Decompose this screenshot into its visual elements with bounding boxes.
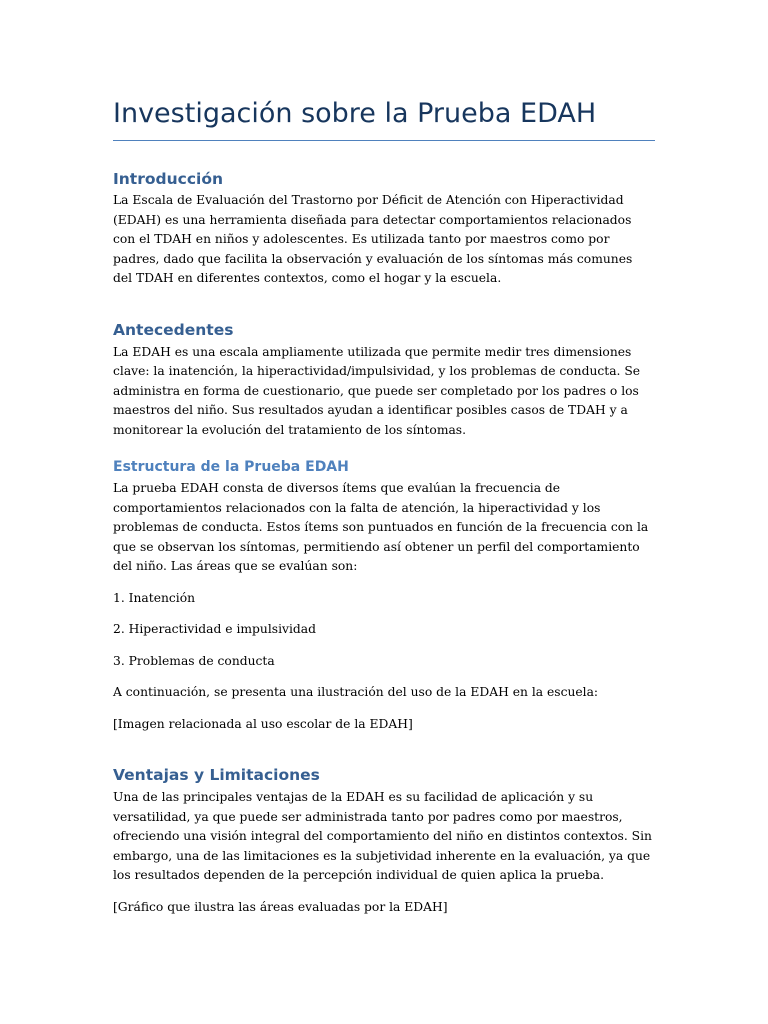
paragraph-estructura: La prueba EDAH consta de diversos ítems que evalúan la frecuencia de comportamientos relacionados con la falta de atención, la hiperactividad y los problemas de conducta. Estos ítems son puntuados en función de la frecuencia con la que se observan los síntomas, permitiendo así obtener un perfil del comportamiento del niño. Las áreas que se evalúan son: <box>113 481 649 573</box>
list-item-problemas-conducta: 3. Problemas de conducta <box>113 653 275 668</box>
list-item-hiperactividad: 2. Hiperactividad e impulsividad <box>113 622 316 636</box>
document-page <box>113 92 655 917</box>
image-placeholder-text: [Imagen relacionada al uso escolar de la EDAH] <box>113 716 413 731</box>
paragraph-ventajas: Una de las principales ventajas de la EDAH es su facilidad de aplicación y su versatilidad, ya que puede ser administrada tanto por padres como por maestros, ofreciendo una visión integral del comportamiento del niño en distintos contextos. Sin embargo, una de las limitaciones es la subjetividad inherente en la evaluación, ya que los resultados dependen de la percepción individual de quien aplica la prueba. <box>113 790 652 882</box>
paragraph-antecedentes: La EDAH es una escala ampliamente utilizada que permite medir tres dimensiones clave: la inatención, la hiperactividad/impulsividad, y los problemas de conducta. Se administra en forma de cuestionario, que puede ser completado por los padres o los maestros del niño. Sus resultados ayudan a identificar posibles casos de TDAH y a monitorear la evolución del tratamiento de los síntomas. <box>113 344 641 437</box>
paragraph-illustration-intro: A continuación, se presenta una ilustración del uso de la EDAH en la escuela: <box>113 685 599 699</box>
list-item-inatencion: 1. Inatención <box>113 590 196 605</box>
chart-placeholder-text: [Gráfico que ilustra las áreas evaluadas por la EDAH] <box>113 899 448 914</box>
section-heading-antecedentes: Antecedentes <box>113 320 234 339</box>
document-title: Investigación sobre la Prueba EDAH <box>113 92 655 141</box>
subsection-heading-estructura: Estructura de la Prueba EDAH <box>113 459 349 475</box>
section-heading-ventajas: Ventajas y Limitaciones <box>113 766 320 784</box>
section-heading-introduccion: Introducción <box>113 170 224 188</box>
paragraph-introduccion: La Escala de Evaluación del Trastorno por Déficit de Atención con Hiperactividad (EDAH) es una herramienta diseñada para detectar comportamientos relacionados con el TDAH en niños y adolescentes. Es utilizada tanto por maestros como por padres, dado que facilita la observación y evaluación de los síntomas más comunes del TDAH en diferentes contextos, como el hogar y la escuela. <box>113 193 633 285</box>
